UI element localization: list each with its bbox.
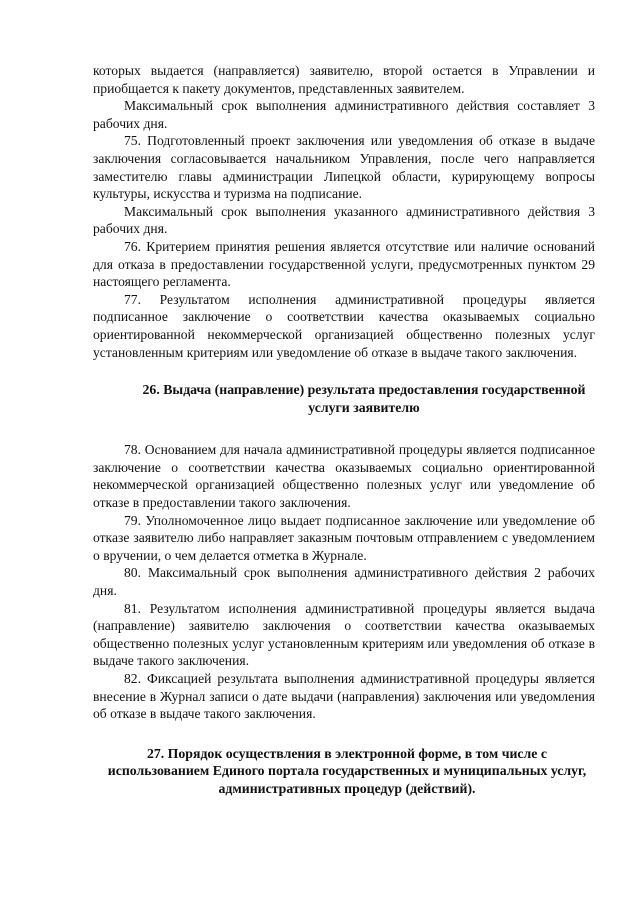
paragraph-80: 80. Максимальный срок выполнения административного действия 2 рабочих дня. bbox=[93, 565, 595, 599]
document-page bbox=[93, 62, 595, 798]
paragraph-75: 75. Подготовленный проект заключения или уведомления об отказе в выдаче заключения согласовывается начальником Управления, после чего направляется заместителю главы администрации Липецкой области, курирующему вопросы культуры, искусства и туризма на подписание. bbox=[93, 133, 595, 202]
paragraph-82: 82. Фиксацией результата выполнения административной процедуры является внесение в Журнал записи о дате выдачи (направления) заключения или уведомления об отказе в выдаче такого заключения. bbox=[93, 671, 595, 722]
paragraph-max-term-2: Максимальный срок выполнения указанного административного действия 3 рабочих дня. bbox=[93, 203, 595, 237]
paragraph-intro: которых выдается (направляется) заявителю, второй остается в Управлении и приобщается к пакету документов, представленных заявителем. bbox=[93, 63, 595, 96]
paragraph-78: 78. Основанием для начала административной процедуры является подписанное заключение о соответствии качества оказываемых социально ориентированной некоммерческой организацией общественно полезных услуг или уведомление об отказе в предоставлении такого заключения. bbox=[93, 442, 595, 511]
section-heading-27: 27. Порядок осуществления в электронной форме, в том числе с использованием Единого портала государственных и муниципальных услуг, административных процедур (действий). bbox=[107, 745, 587, 796]
paragraph-81: 81. Результатом исполнения административной процедуры является выдача (направление) заявителю заключения о соответствии качества оказываемых общественно полезных услуг установленным критериям или уведомления об отказе в выдаче такого заключения. bbox=[93, 600, 595, 669]
paragraph-77: 77. Результатом исполнения административной процедуры является подписанное заключение о соответствии качества оказываемых социально ориентированной некоммерческой организацией общественно полезных услуг установленным критериям или уведомление об отказе в выдаче такого заключения. bbox=[93, 291, 595, 360]
paragraph-max-term-1: Максимальный срок выполнения административного действия составляет 3 рабочих дня. bbox=[93, 98, 595, 131]
paragraph-76: 76. Критерием принятия решения является отсутствие или наличие оснований для отказа в предоставлении государственной услуги, предусмотренных пунктом 29 настоящего регламента. bbox=[93, 238, 595, 290]
section-heading-26: 26. Выдача (направление) результата предоставления государственной услуги заявителю bbox=[142, 382, 586, 415]
paragraph-79: 79. Уполномоченное лицо выдает подписанное заключение или уведомление об отказе заявителю либо направляет заказным почтовым отправлением с уведомлением о вручении, о чем делается отметка в Журнале. bbox=[93, 512, 595, 563]
